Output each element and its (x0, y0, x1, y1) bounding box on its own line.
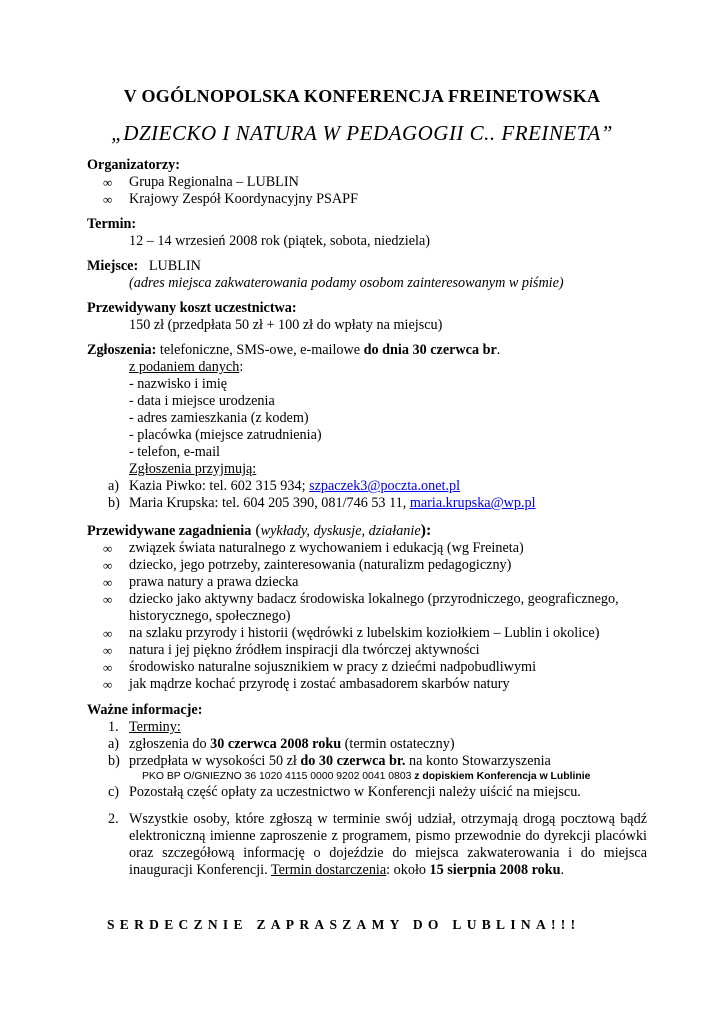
organizers-section (87, 157, 647, 208)
list-item: ∞ Grupa Regionalna – LUBLIN (87, 174, 647, 191)
list-item: - data i miejsce urodzenia (129, 393, 275, 409)
infinity-bullet-icon: ∞ (103, 558, 113, 573)
place-note: (adres miejsca zakwaterowania podamy osobom zainteresowanym w piśmie) (129, 275, 564, 291)
list-item: ∞ związek świata naturalnego z wychowaniem i edukacją (wg Freineta) (87, 540, 647, 557)
terms-label: Terminy: (129, 719, 181, 735)
place-section (87, 258, 647, 292)
infinity-bullet-icon: ∞ (103, 575, 113, 590)
list-item: - placówka (miejsce zatrudnienia) (129, 427, 322, 443)
document-body (87, 157, 647, 879)
infinity-bullet-icon: ∞ (103, 677, 113, 692)
document-subtitle: „DZIECKO I NATURA W PEDAGOGII C.. FREINETA” (111, 121, 613, 145)
list-item: ∞ dziecko jako aktywny badacz środowiska lokalnego (przyrodniczego, geograficznego, historycznego, społecznego) (87, 591, 647, 625)
term-value: 12 – 14 wrzesień 2008 rok (piątek, sobota, niedziela) (129, 233, 430, 249)
list-item: b) przedpłata w wysokości 50 zł do 30 czerwca br. na konto Stowarzyszenia (108, 753, 551, 769)
infinity-bullet-icon: ∞ (103, 660, 113, 675)
list-item: ∞ prawa natury a prawa dziecka (87, 574, 647, 591)
infinity-bullet-icon: ∞ (103, 626, 113, 641)
important-heading: Ważne informacje: (87, 702, 203, 718)
list-item: ∞ Krajowy Zespół Koordynacyjny PSAPF (87, 191, 647, 208)
document-title: V OGÓLNOPOLSKA KONFERENCJA FREINETOWSKA (123, 86, 601, 106)
place-heading: Miejsce: (87, 258, 139, 274)
important-section: Ważne informacje: 1. Terminy: a) zgłoszenia do 30 czerwca 2008 roku (termin ostateczny) b) przedpłata w wysokości 50 zł do 30 czerwca br. na konto Stowarzyszenia PKO BP O/GNIEZNO 36 1020 4115 0000 9202 0041 0803 z dopiskiem Konferencja w Lublinie c) Pozostałą część opłaty za uczestnictwo w Konferencji należy uiścić na miejscu. 2. Wszystkie osoby, które zgłoszą w terminie swój udział, otrzymają drogą pocztową bądź elektroniczną imienne zaproszenie z programem, pismo przewodnie do dyrekcji placówki oraz szczegółową informację o dojeździe do miejsca zakwaterowania i do miejsca inauguracji Konferencji. Termin dostarczenia: około 15 sierpnia 2008 roku. (87, 702, 647, 878)
list-item: ∞ dziecko, jego potrzeby, zainteresowania (naturalizm pedagogiczny) (87, 557, 647, 574)
infinity-bullet-icon: ∞ (103, 175, 113, 190)
registration-heading: Zgłoszenia: (87, 342, 157, 358)
topics-section: Przewidywane zagadnienia (wykłady, dyskusje, działanie): ∞ związek świata naturalnego z wychowaniem i edukacją (wg Freineta) ∞ dziecko, jego potrzeby, zainteresowania (naturalizm pedagogiczny) ∞ prawa natury a prawa dziecka ∞ dziecko jako aktywny badacz środowiska lokalnego (przyrodniczego, geograficznego, historycznego, społecznego) ∞ na szlaku przyrody i historii (wędrówki z lubelskim koziołkiem – Lublin i okolice) ∞ natura i jej piękno źródłem inspiracji dla twórczej aktywności ∞ środowisko naturalne sojusznikiem w pracy z dziećmi nadpobudliwymi ∞ jak mądrze kochać przyrodę i zostać ambasadorem skarbów natury (87, 522, 647, 693)
place-value: LUBLIN (148, 258, 201, 274)
email-link[interactable]: maria.krupska@wp.pl (409, 495, 536, 511)
closing-line: SERDECZNIE ZAPRASZAMY DO LUBLINA!!! (107, 917, 581, 932)
accepted-label: Zgłoszenia przyjmują: (129, 461, 257, 477)
list-item: a) zgłoszenia do 30 czerwca 2008 roku (termin ostateczny) (108, 736, 455, 752)
cost-value: 150 zł (przedpłata 50 zł + 100 zł do wpłaty na miejscu) (129, 317, 443, 333)
registration-deadline: do dnia 30 czerwca br (363, 342, 497, 358)
term-heading: Termin: (87, 216, 137, 232)
infinity-bullet-icon: ∞ (103, 541, 113, 556)
term-section (87, 216, 647, 250)
topics-heading: Przewidywane zagadnienia (87, 523, 252, 539)
contact-row: b) Maria Krupska: tel. 604 205 390, 081/746 53 11, maria.krupska@wp.pl (108, 495, 536, 511)
list-item: ∞ jak mądrze kochać przyrodę i zostać ambasadorem skarbów natury (87, 676, 647, 693)
list-item: c) Pozostałą część opłaty za uczestnictwo w Konferencji należy uiścić na miejscu. (108, 784, 581, 800)
list-item: - nazwisko i imię (129, 376, 228, 392)
list-item: - telefon, e-mail (129, 444, 220, 460)
list-item: ∞ środowisko naturalne sojusznikiem w pracy z dziećmi nadpobudliwymi (87, 659, 647, 676)
infinity-bullet-icon: ∞ (103, 192, 113, 207)
cost-section (87, 300, 647, 334)
infinity-bullet-icon: ∞ (103, 643, 113, 658)
list-item: 2. Wszystkie osoby, które zgłoszą w terminie swój udział, otrzymają drogą pocztową bądź elektroniczną imienne zaproszenie z programem, pismo przewodnie do dyrekcji placówki oraz szczegółową informację o dojeździe do miejsca zakwaterowania i do miejsca inauguracji Konferencji. Termin dostarczenia: około 15 sierpnia 2008 roku. (108, 811, 647, 878)
list-item: ∞ na szlaku przyrody i historii (wędrówki z lubelskim koziołkiem – Lublin i okolice) (87, 625, 647, 642)
cost-heading: Przewidywany koszt uczestnictwa: (87, 300, 297, 316)
data-label: z podaniem danych (129, 359, 240, 375)
contact-row: a) Kazia Piwko: tel. 602 315 934; szpaczek3@poczta.onet.pl (108, 478, 461, 494)
email-link[interactable]: szpaczek3@poczta.onet.pl (309, 478, 461, 494)
bank-account: PKO BP O/GNIEZNO 36 1020 4115 0000 9202 0041 0803 z dopiskiem Konferencja w Lublinie (142, 771, 591, 782)
registration-section: Zgłoszenia: telefoniczne, SMS-owe, e-mailowe do dnia 30 czerwca br. z podaniem danych: - nazwisko i imię - data i miejsce urodzenia - adres zamieszkania (z kodem) - placówka (miejsce zatrudnienia) - telefon, e-mail Zgłoszenia przyjmują: a) Kazia Piwko: tel. 602 315 934; szpaczek3@poczta.onet.pl b) Maria Krupska: tel. 604 205 390, 081/746 53 11, maria.krupska@wp.pl (87, 342, 647, 512)
organizers-heading: Organizatorzy: (87, 157, 180, 173)
list-item: - adres zamieszkania (z kodem) (129, 410, 309, 426)
list-item: ∞ natura i jej piękno źródłem inspiracji dla twórczej aktywności (87, 642, 647, 659)
infinity-bullet-icon: ∞ (103, 592, 113, 607)
